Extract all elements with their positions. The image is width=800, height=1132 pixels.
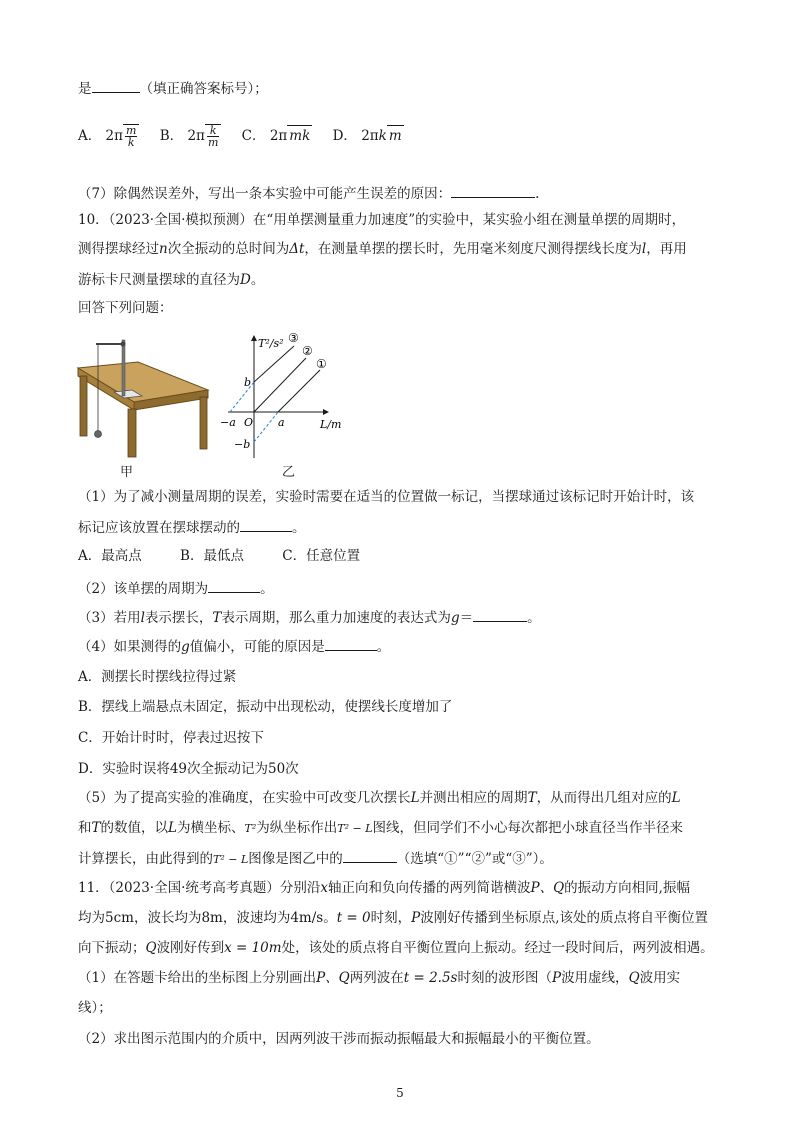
extension-line-1	[254, 412, 278, 442]
neg-a-label: −a	[220, 416, 236, 429]
question-10-4-option-b: B．摆线上端悬点未固定，振动中出现松动，使摆线长度增加了	[78, 699, 453, 715]
question-11-line-3: 向下振动；Q波刚好传到x = 10m处，该处的质点将自平衡位置向上振动。经过一段时间后，两列波相遇。	[78, 940, 714, 956]
answer-blank	[240, 517, 292, 532]
option-c: C．任意位置	[282, 548, 361, 564]
question-11-2: （2）求出图示范围内的介质中，因两列波干涉而振动振幅最大和振幅最小的平衡位置。	[78, 1031, 600, 1047]
answer-blank	[92, 78, 140, 93]
question-10-2: （2）该单摆的周期为 。	[78, 578, 274, 599]
option-a: A． 2π $\frac{m}{k}$	[78, 124, 139, 148]
question-10-1-a: （1）为了减小测量周期的误差，实验时需要在适当的位置做一标记，当摆球通过该标记时开始计时，该	[78, 489, 695, 505]
a-label: a	[278, 416, 285, 429]
answer-blank	[451, 183, 535, 198]
question-10-5-c: 计算摆长，由此得到的T² − L图像是图乙中的 （选填“①”“②”或“③”）。	[78, 848, 553, 870]
answer-blank	[473, 607, 527, 622]
origin-label: O	[244, 416, 254, 429]
figure-jia-caption: 甲	[120, 465, 134, 480]
answer-prompt: 回答下列问题：	[78, 300, 173, 316]
line-2-label: ②	[302, 344, 313, 358]
question-10-1-b: 标记应该放置在摆球摆动的 。	[78, 517, 306, 538]
question-10-4-option-d: D．实验时误将49次全振动记为50次	[78, 761, 299, 777]
question-10-5-b: 和T的数值，以L为横坐标、T²为纵坐标作出T² − L图线，但同学们不小心每次都把小球直径当作半径来	[78, 820, 683, 836]
figure-yi-caption: 乙	[282, 465, 296, 480]
question-10-intro-2: 测得摆球经过n次全振动的总时间为Δt，在测量单摆的摆长时，先用毫米刻度尺测得摆线长度为l，再用	[78, 241, 687, 257]
neg-b-label: −b	[234, 438, 251, 451]
option-a: A．最高点	[78, 548, 142, 564]
line-1-label: ①	[316, 357, 327, 371]
answer-blank	[325, 636, 377, 651]
question-10-4-option-a: A．测摆长时摆线拉得过紧	[78, 669, 237, 685]
option-c: C． 2π mk	[242, 125, 313, 146]
question-9-6-stem: 是 （填正确答案标号）；	[78, 78, 268, 99]
question-10-5-a: （5）为了提高实验的准确度，在实验中可改变几次摆长L并测出相应的周期T，从而得出几组对应的L	[78, 790, 681, 806]
option-b: B． 2π $\frac{k}{m}$	[160, 124, 222, 148]
question-10-4-option-c: C．开始计时时，停表过迟按下	[78, 730, 264, 746]
option-b: B．最低点	[180, 548, 244, 564]
answer-blank	[208, 578, 260, 593]
x-axis-label: L/m	[320, 418, 342, 431]
question-10-4: （4）如果测得的g值偏小，可能的原因是 。	[78, 636, 390, 657]
b-label: b	[244, 376, 252, 389]
question-11-line-2: 均为5cm，波长均为8m，波速均为4m/s。t = 0时刻，P波刚好传播到坐标原点,该处的质点将自平衡位置	[78, 910, 709, 926]
question-11-1-a: （1）在答题卡给出的坐标图上分别画出P、Q两列波在t = 2.5s时刻的波形图（P波用虚线，Q波用实	[78, 970, 681, 986]
question-10-intro-1: 10．（2023·全国·模拟预测）在“用单摆测量重力加速度”的实验中，某实验小组在测量单摆的周期时，	[78, 212, 686, 228]
question-10-intro-3: 游标卡尺测量摆球的直径为D。	[78, 272, 265, 288]
line-1	[278, 370, 320, 412]
question-9-6-options	[78, 124, 404, 148]
option-d: D． 2πk m	[333, 125, 404, 146]
y-axis-label: T²/s²	[258, 337, 284, 350]
figure-yi-graph	[214, 330, 374, 470]
question-11-1-b: 线）；	[78, 1000, 112, 1016]
line-2	[254, 358, 306, 412]
answer-blank	[343, 848, 397, 863]
question-10-1-options	[78, 546, 360, 566]
question-9-7: （7）除偶然误差外，写出一条本实验中可能产生误差的原因： .	[78, 183, 539, 204]
question-10-3: （3）若用l表示摆长，T表示周期，那么重力加速度的表达式为g＝ 。	[78, 607, 541, 628]
page-number: 5	[396, 1086, 404, 1100]
line-3-label: ③	[288, 331, 299, 345]
figure-jia-pendulum	[74, 332, 214, 460]
question-11-line-1: 11．（2023·全国·统考高考真题）分别沿x轴正向和负向传播的两列简谐横波P、Q的振动方向相同,振幅	[78, 880, 690, 896]
